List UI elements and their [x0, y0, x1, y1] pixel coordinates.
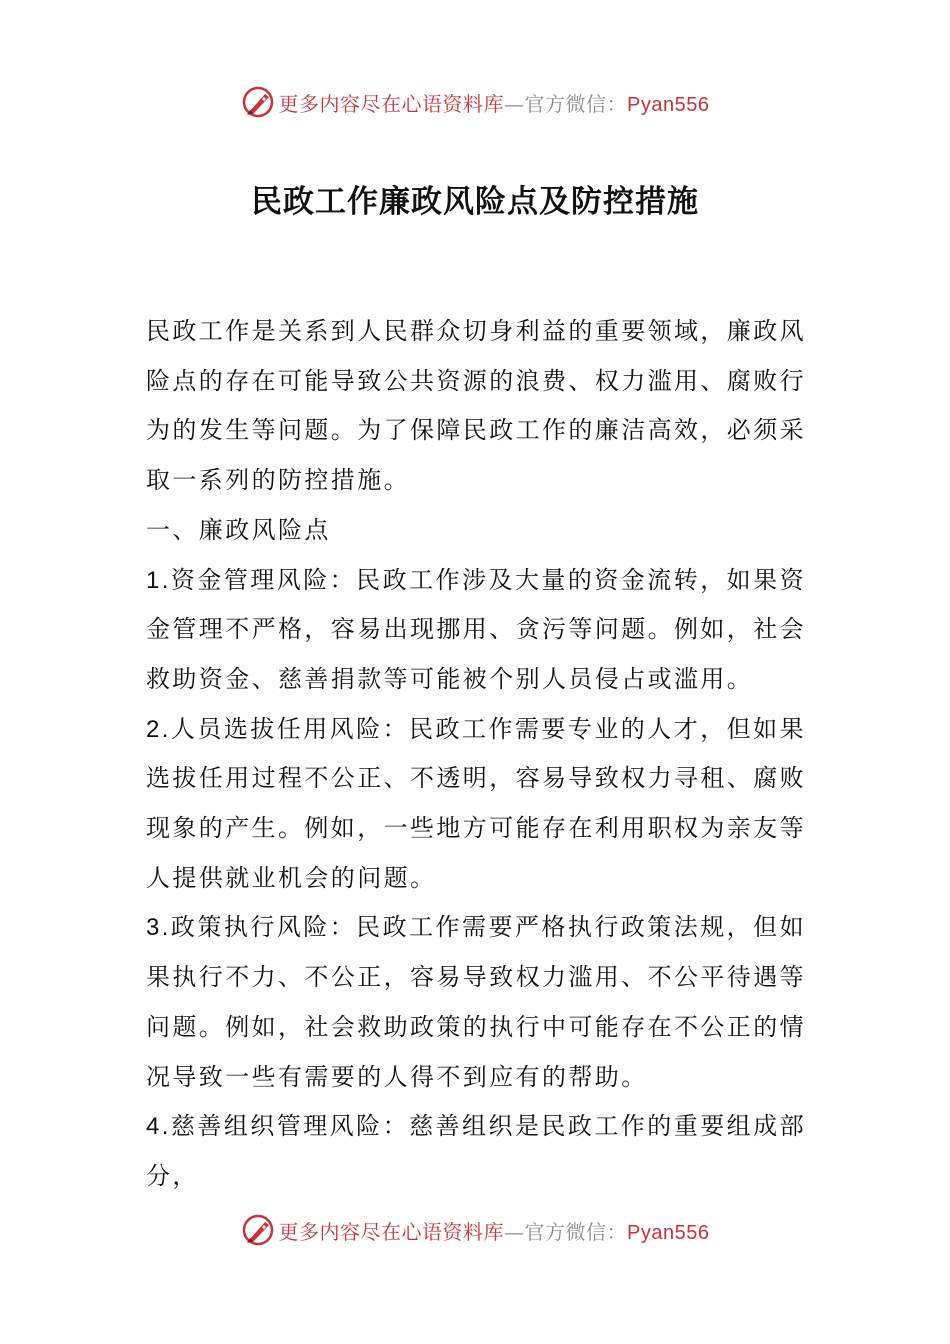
item-number: 2.: [146, 715, 171, 743]
item-text: 慈善组织管理风险：慈善组织是民政工作的重要组成部分，: [146, 1112, 806, 1190]
item-text: 政策执行风险：民政工作需要严格执行政策法规，但如果执行不力、不公正，容易导致权力滥用、不公平待遇等问题。例如，社会救助政策的执行中可能存在不公正的情况导致一些有需要的人得不到应有的帮助。: [146, 913, 806, 1091]
item-number: 3.: [146, 914, 171, 942]
banner-wechat-label: 官方微信：: [524, 1219, 628, 1244]
pen-logo-icon: [241, 1213, 275, 1247]
document-title: 民政工作廉政风险点及防控措施: [251, 184, 699, 220]
header-banner-text: [279, 88, 710, 117]
item-number: 4.: [146, 1113, 171, 1141]
pen-logo-icon: [241, 85, 275, 119]
list-item: [146, 556, 806, 705]
item-text: 资金管理风险：民政工作涉及大量的资金流转，如果资金管理不严格，容易出现挪用、贪污等问题。例如，社会救助资金、慈善捐款等可能被个别人员侵占或滥用。: [146, 565, 806, 693]
banner-dash: —: [504, 91, 525, 116]
footer-banner: [0, 1210, 950, 1250]
banner-main-text: 更多内容尽在心语资料库: [278, 91, 505, 116]
list-item: [146, 705, 806, 904]
banner-wechat-id: Pyan556: [627, 1221, 710, 1244]
banner-dash: —: [504, 1219, 525, 1244]
intro-paragraph: 民政工作是关系到人民群众切身利益的重要领域，廉政风险点的存在可能导致公共资源的浪费、权力滥用、腐败行为的发生等问题。为了保障民政工作的廉洁高效，必须采取一系列的防控措施。: [146, 317, 806, 495]
header-banner: [0, 82, 950, 122]
banner-wechat-label: 官方微信：: [524, 91, 628, 116]
item-text: 人员选拔任用风险：民政工作需要专业的人才，但如果选拔任用过程不公正、不透明，容易导致权力寻租、腐败现象的产生。例如，一些地方可能存在利用职权为亲友等人提供就业机会的问题。: [146, 714, 806, 892]
item-number: 1.: [146, 566, 171, 594]
list-item: [146, 1102, 806, 1201]
document-body: [146, 307, 806, 1202]
list-item: [146, 903, 806, 1102]
section-heading: 一、廉政风险点: [146, 515, 331, 544]
banner-main-text: 更多内容尽在心语资料库: [278, 1219, 505, 1244]
banner-wechat-id: Pyan556: [627, 93, 710, 116]
footer-banner-text: [279, 1216, 710, 1245]
